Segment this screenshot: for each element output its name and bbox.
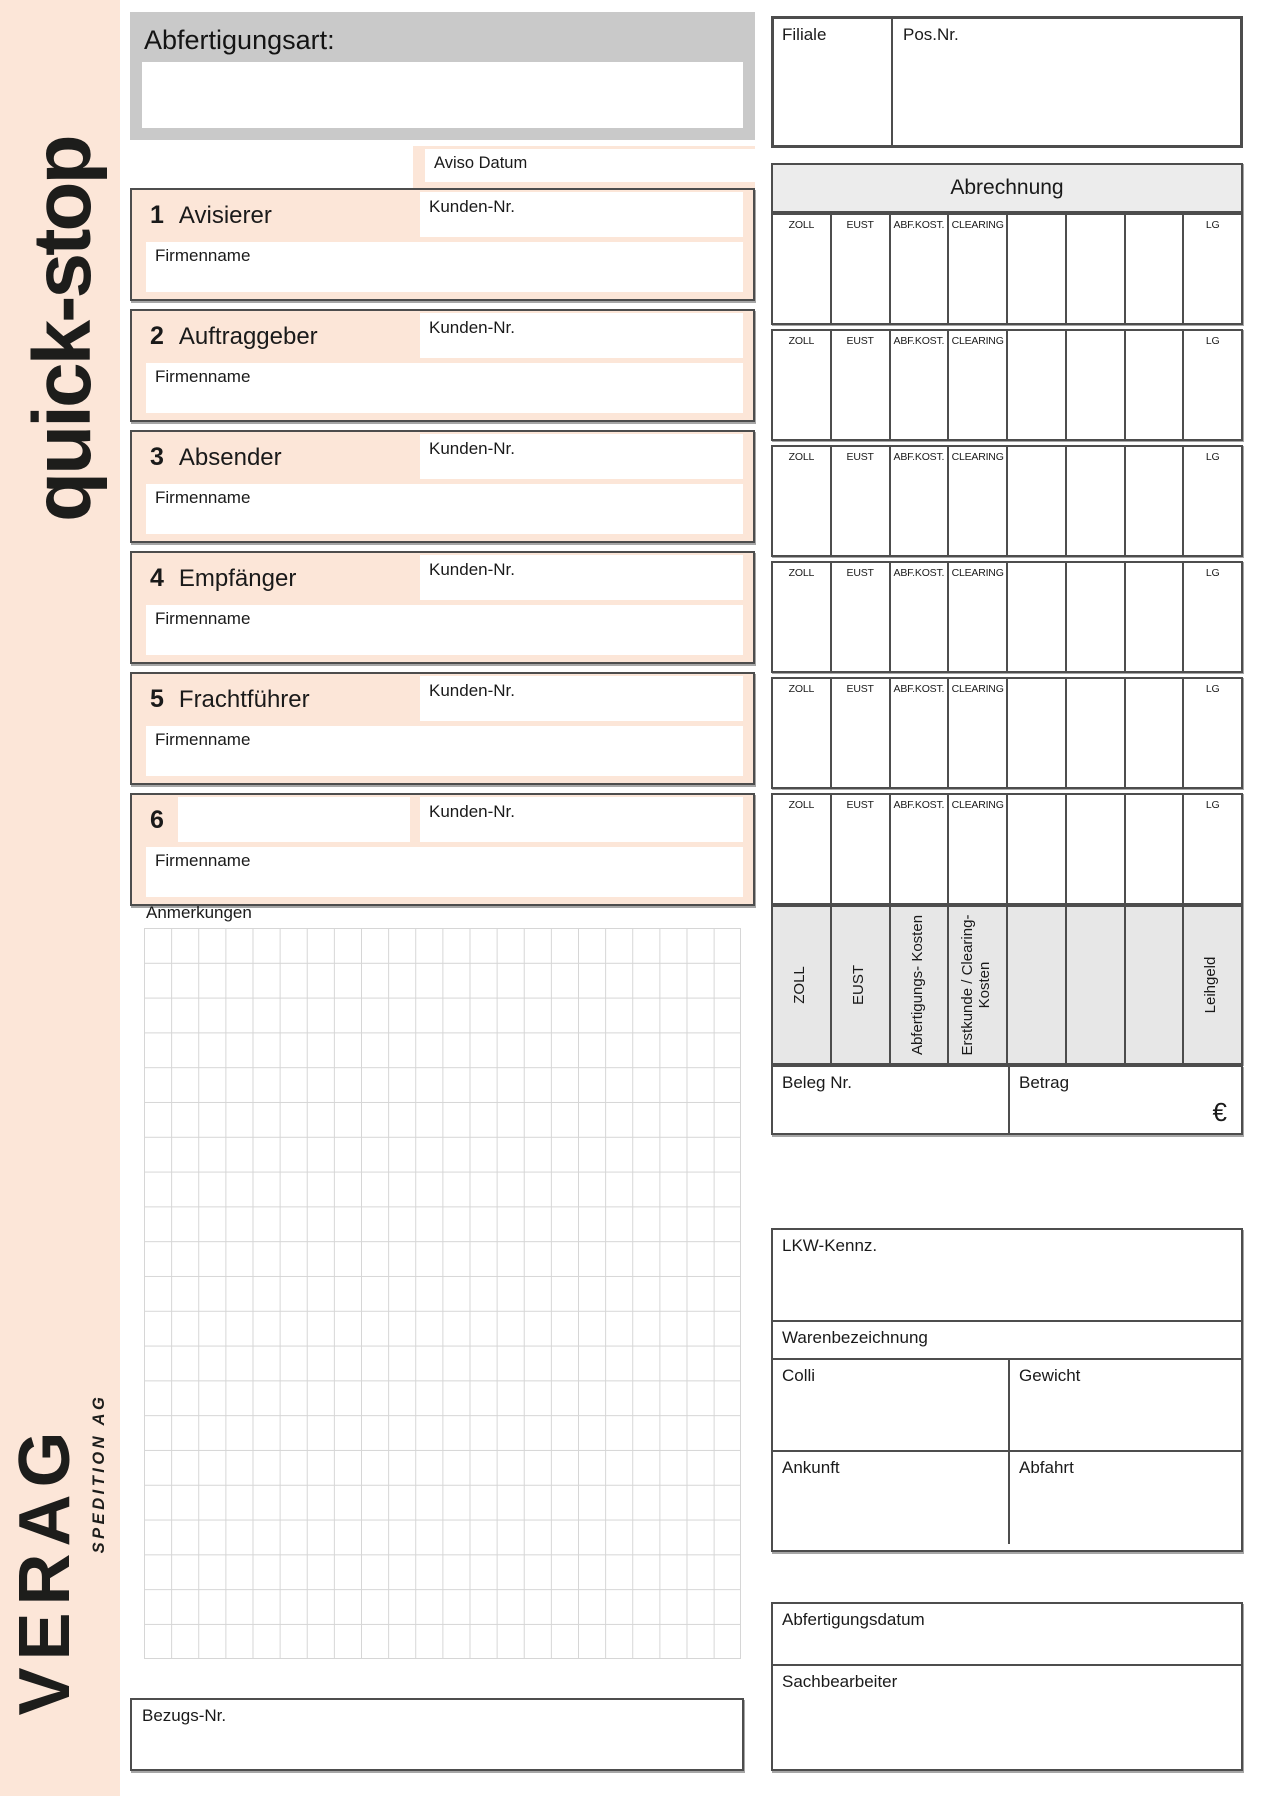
betrag-label: Betrag [1019,1073,1070,1092]
abrechnung-row [771,445,1243,557]
firmenname-field[interactable] [146,363,743,413]
section-label: Empfänger [178,565,297,592]
abrechnung-cell-abfkost[interactable]: ABF.KOST. [889,447,948,555]
abrechnung-cell-empty-3[interactable] [1124,331,1183,439]
betrag-field[interactable] [1010,1067,1241,1133]
abrechnung-cell-empty-1[interactable] [1006,679,1065,787]
abrechnung-cell-eust[interactable]: EUST [830,795,889,903]
section-number: 1 [150,201,164,229]
firmenname-field[interactable] [146,605,743,655]
sachbearbeiter-field[interactable] [773,1666,1241,1698]
kunden-nr-field[interactable] [420,555,743,600]
ankunft-label: Ankunft [782,1458,840,1477]
abrechnung-cell-lg[interactable]: LG [1182,215,1241,323]
firmenname-field[interactable] [146,847,743,897]
abrechnung-cell-zoll[interactable]: ZOLL [788,567,815,579]
abfahrt-label: Abfahrt [1019,1458,1074,1477]
section-label: Frachtführer [178,686,310,713]
abrechnung-cell-clearing[interactable]: CLEARING [947,679,1006,787]
shipment-block [771,1228,1243,1552]
bezugs-nr-label: Bezugs-Nr. [142,1706,227,1725]
abrechnung-cell-eust[interactable]: EUST [830,215,889,323]
party-section [130,672,755,785]
kunden-nr-label: Kunden-Nr. [429,681,515,700]
party-section [130,188,755,301]
section-label: Absender [178,444,282,471]
kunden-nr-field[interactable] [420,313,743,358]
party-section [130,309,755,422]
rotated-cell-empty-2 [1065,907,1124,1063]
gewicht-field[interactable] [1010,1360,1241,1450]
abfertigungsart-label: Abfertigungsart: [144,25,335,55]
firmenname-label: Firmenname [155,246,251,265]
kunden-nr-field[interactable] [420,797,743,842]
colli-gewicht-row [773,1360,1241,1452]
abrechnung-cell-abfkost[interactable]: ABF.KOST. [889,795,948,903]
abfertigungsart-header [130,12,755,140]
kunden-nr-label: Kunden-Nr. [429,439,515,458]
company-subtitle: SPEDITION AG [89,1393,108,1554]
abfertigungsart-field[interactable] [142,62,743,128]
section-title [150,685,310,714]
abrechnung-cell-empty-3[interactable] [1124,795,1183,903]
section-title [150,443,282,472]
abrechnung-cell-eust[interactable]: EUST [830,447,889,555]
abrechnung-row [771,329,1243,441]
abrechnung-cell-eust[interactable]: EUST [830,679,889,787]
warenbezeichnung-field[interactable] [773,1322,1241,1360]
section-label: Avisierer [178,202,272,229]
firmenname-field[interactable] [146,484,743,534]
euro-symbol: € [1212,1097,1227,1127]
aviso-datum-field[interactable] [425,149,755,182]
abrechnung-cell-empty-3[interactable] [1124,215,1183,323]
section-title [150,322,318,351]
beleg-nr-field[interactable] [773,1067,1010,1133]
abfahrt-field[interactable] [1010,1452,1241,1544]
party-section [130,793,755,906]
abrechnung-cell-eust[interactable]: EUST [830,331,889,439]
abrechnung-cell-lg[interactable]: LG [1182,679,1241,787]
abrechnung-cell-empty-3[interactable] [1124,563,1183,671]
kunden-nr-label: Kunden-Nr. [429,318,515,337]
beleg-betrag-row [771,1065,1243,1135]
anmerkungen-label: Anmerkungen [146,903,252,922]
filiale-field[interactable] [774,19,893,145]
posnr-field[interactable] [893,19,1240,145]
abrechnung-cell-clearing[interactable]: CLEARING [947,331,1006,439]
posnr-label: Pos.Nr. [903,25,959,44]
beleg-nr-label: Beleg Nr. [782,1073,852,1092]
abrechnung-row [771,561,1243,673]
colli-label: Colli [782,1366,816,1385]
kunden-nr-field[interactable] [420,192,743,237]
abrechnung-cell-abfkost[interactable]: ABF.KOST. [889,331,948,439]
abrechnung-cell-clearing[interactable]: CLEARING [947,215,1006,323]
abrechnung-cell-empty-2[interactable] [1065,215,1124,323]
abrechnung-cell-empty-1[interactable] [1006,215,1065,323]
abrechnung-cell-zoll[interactable]: ZOLL [788,683,815,695]
abrechnung-cell-clearing[interactable]: CLEARING [947,447,1006,555]
firmenname-label: Firmenname [155,367,251,386]
section-number: 5 [150,685,164,713]
kunden-nr-label: Kunden-Nr. [429,802,515,821]
firmenname-field[interactable] [146,726,743,776]
abrechnung-rotated-band [771,905,1243,1065]
abrechnung-cell-lg[interactable]: LG [1182,795,1241,903]
abrechnung-cell-zoll[interactable]: ZOLL [788,335,815,347]
abrechnung-cell-lg[interactable]: LG [1182,563,1241,671]
section-title [150,201,272,230]
firmenname-label: Firmenname [155,851,251,870]
ankunft-abfahrt-row [773,1452,1241,1544]
abrechnung-cell-empty-1[interactable] [1006,331,1065,439]
gewicht-label: Gewicht [1019,1366,1081,1385]
abrechnung-row [771,213,1243,325]
rotated-cell-eust: EUST [830,907,889,1063]
abrechnung-cell-empty-1[interactable] [1006,447,1065,555]
bezugs-nr-field[interactable] [130,1698,744,1771]
abrechnung-cell-empty-2[interactable] [1065,679,1124,787]
rotated-cell-zoll: ZOLL [791,966,809,1004]
section-number: 4 [150,564,164,592]
abrechnung-cell-empty-3[interactable] [1124,447,1183,555]
company-logo: VERAG [5,1424,85,1716]
abrechnung-cell-clearing[interactable]: CLEARING [947,563,1006,671]
abrechnung-cell-clearing[interactable]: CLEARING [947,795,1006,903]
filiale-posnr-box [771,16,1243,148]
abrechnung-cell-empty-2[interactable] [1065,563,1124,671]
section-label: Auftraggeber [178,323,318,350]
processing-block [771,1602,1243,1771]
kunden-nr-field[interactable] [420,434,743,479]
anmerkungen-grid-field[interactable] [144,928,741,1659]
abrechnung-cell-empty-3[interactable] [1124,679,1183,787]
warenbezeichnung-label: Warenbezeichnung [782,1328,928,1347]
abrechnung-cell-abfkost[interactable]: ABF.KOST. [889,679,948,787]
abrechnung-cell-empty-2[interactable] [1065,795,1124,903]
firmenname-label: Firmenname [155,609,251,628]
abrechnung-cell-empty-1[interactable] [1006,563,1065,671]
abrechnung-cell-abfkost[interactable]: ABF.KOST. [889,215,948,323]
abrechnung-cell-empty-2[interactable] [1065,447,1124,555]
kunden-nr-label: Kunden-Nr. [429,560,515,579]
section-number: 3 [150,443,164,471]
firmenname-label: Firmenname [155,730,251,749]
abrechnung-cell-zoll[interactable]: ZOLL [788,219,815,231]
filiale-label: Filiale [782,25,827,44]
product-logo: quick-stop [17,137,108,522]
lkw-kennz-field[interactable] [773,1230,1241,1322]
section-number: 6 [150,806,164,834]
section-number: 2 [150,322,164,350]
firmenname-label: Firmenname [155,488,251,507]
abrechnung-cell-abfkost[interactable]: ABF.KOST. [889,563,948,671]
rotated-cell-leihgeld: Leihgeld [1182,907,1241,1063]
rotated-cell-empty-1 [1006,907,1065,1063]
abrechnung-cell-eust[interactable]: EUST [830,563,889,671]
custom-party-label-field[interactable] [178,797,410,842]
abrechnung-row [771,793,1243,905]
abfertigungsdatum-field[interactable] [773,1604,1241,1666]
colli-field[interactable] [773,1360,1010,1450]
lkw-kennz-label: LKW-Kennz. [782,1236,878,1255]
abrechnung-cell-empty-2[interactable] [1065,331,1124,439]
kunden-nr-label: Kunden-Nr. [429,197,515,216]
abrechnung-row [771,677,1243,789]
rotated-cell-clearingkosten: Erstkunde / Clearing-Kosten [947,907,1006,1063]
abrechnung-cell-zoll[interactable]: ZOLL [788,799,815,811]
sachbearbeiter-label: Sachbearbeiter [782,1672,898,1691]
section-title [150,564,296,593]
abrechnung-cell-lg[interactable]: LG [1182,447,1241,555]
party-section [130,430,755,543]
rotated-cell-abfertigungskosten: Abfertigungs- Kosten [889,907,948,1063]
abrechnung-cell-empty-1[interactable] [1006,795,1065,903]
aviso-datum-wrap [413,146,755,188]
party-section [130,551,755,664]
rotated-cell-empty-3 [1124,907,1183,1063]
abrechnung-cell-zoll[interactable]: ZOLL [788,451,815,463]
aviso-datum-label: Aviso Datum [434,154,528,172]
firmenname-field[interactable] [146,242,743,292]
abfertigungsdatum-label: Abfertigungsdatum [782,1610,925,1629]
ankunft-field[interactable] [773,1452,1010,1544]
kunden-nr-field[interactable] [420,676,743,721]
section-title [150,806,179,835]
abrechnung-title: Abrechnung [771,163,1243,213]
abrechnung-cell-lg[interactable]: LG [1182,331,1241,439]
